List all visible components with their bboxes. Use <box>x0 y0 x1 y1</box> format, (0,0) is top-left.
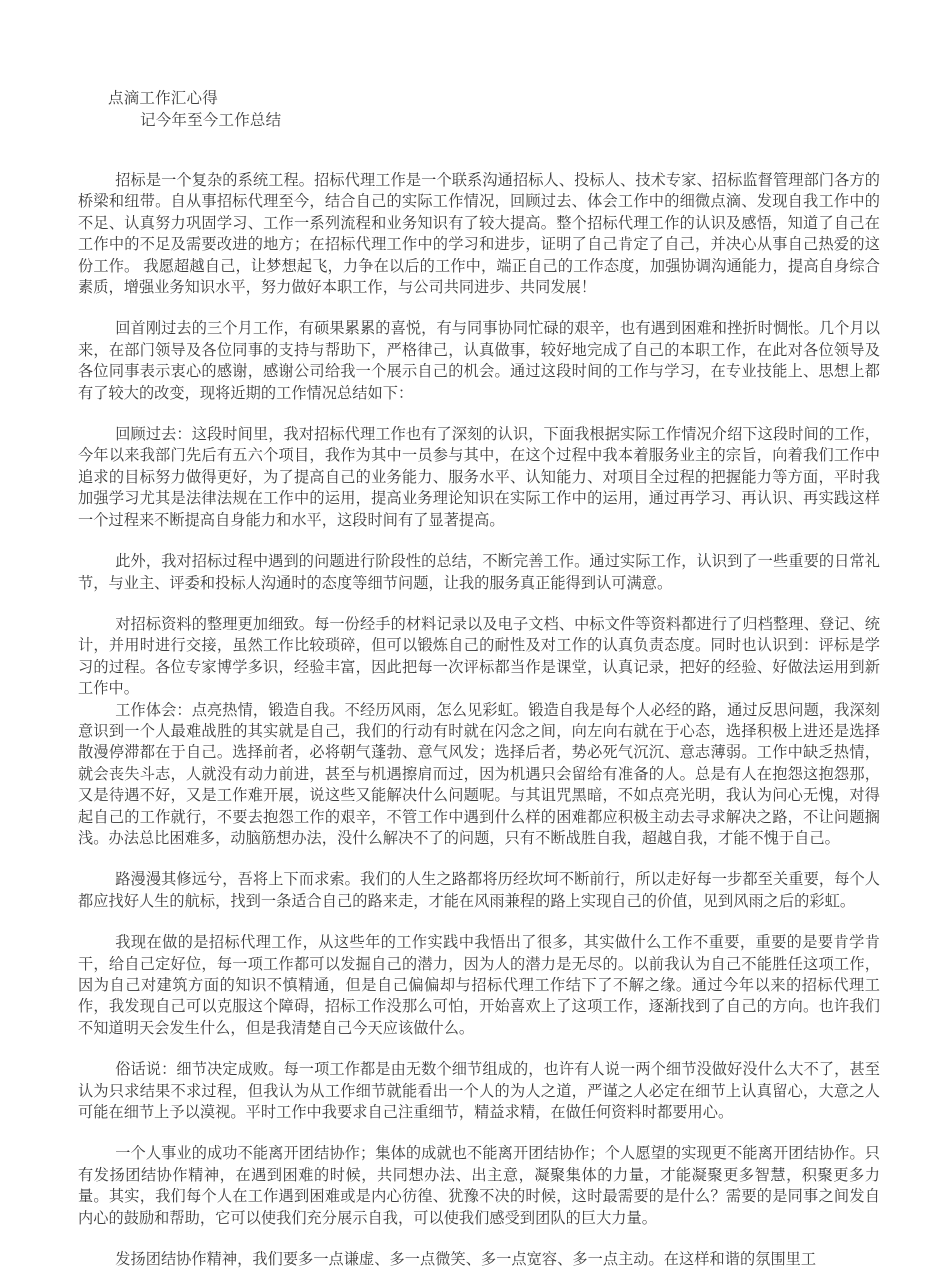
body-paragraph: 招标是一个复杂的系统工程。招标代理工作是一个联系沟通招标人、投标人、技术专家、招标监督管理部门各方的桥梁和纽带。自从事招标代理至今，结合自己的实际工作情况，回顾过去、体会工作中的细微点滴、发现自我工作中的不足、认真努力巩固学习、工作一系列流程和业务知识有了较大提高。整个招标代理工作的认识及感悟，知道了自己在工作中的不足及需要改进的地方；在招标代理工作中的学习和进步，证明了自己肯定了自己，并决心从事自己热爱的这份工作。 我愿超越自己，让梦想起飞，力争在以后的工作中，端正自己的工作态度，加强协调沟通能力，提高自身综合素质，增强业务知识水平，努力做好本职工作，与公司共同进步、共同发展！ <box>78 172 880 297</box>
document-body <box>78 88 880 1270</box>
body-paragraph: 工作体会：点亮热情，锻造自我。不经历风雨，怎么见彩虹。锻造自我是每个人必经的路，通过反思问题，我深刻意识到一个人最难战胜的其实就是自己，我们的行动有时就在闪念之间，向左向右就在于心态，选择积极上进还是选择散漫停滞都在于自己。选择前者，必将朝气蓬勃、意气风发；选择后者，势必死气沉沉、意志薄弱。工作中缺乏热情，就会丧失斗志，人就没有动力前进，甚至与机遇擦肩而过，因为机遇只会留给有准备的人。总是有人在抱怨这抱怨那，又是待遇不好，又是工作难开展，说这些又能解决什么问题呢。与其诅咒黑暗，不如点亮光明，我认为问心无愧，对得起自己的工作就行，不要去抱怨工作的艰辛，不管工作中遇到什么样的困难都应积极主动去寻求解决之路，不让问题搁浅。办法总比困难多，动脑筋想办法，没什么解决不了的问题，只有不断战胜自我，超越自我，才能不愧于自己。 <box>78 701 880 847</box>
document-title-main: 点滴工作汇心得 <box>108 90 218 107</box>
body-paragraph: 对招标资料的整理更加细致。每一份经手的材料记录以及电子文档、中标文件等资料都进行了归档整理、登记、统计，并用时进行交接，虽然工作比较琐碎，但可以锻炼自己的耐性及对工作的认真负责态度。同时也认识到：评标是学习的过程。各位专家博学多识，经验丰富，因此把每一次评标都当作是课堂，认真记录，把好的经验、好做法运用到新工作中。 <box>78 615 880 698</box>
document-title-sub: 记今年至今工作总结 <box>140 112 282 129</box>
body-paragraph: 路漫漫其修远兮，吾将上下而求索。我们的人生之路都将历经坎坷不断前行，所以走好每一步都至关重要，每个人都应找好人生的航标，找到一条适合自己的路来走，才能在风雨兼程的路上实现自己的价值，见到风雨之后的彩虹。 <box>78 871 880 910</box>
body-paragraph: 我现在做的是招标代理工作，从这些年的工作实践中我悟出了很多，其实做什么工作不重要，重要的是要肯学肯干，给自己定好位，每一项工作都可以发掘自己的潜力，因为人的潜力是无尽的。以前我认为自己不能胜任这项工作，因为自己对建筑方面的知识不慎精通，但是自己偏偏却与招标代理工作结下了不解之缘。通过今年以来的招标代理工作，我发现自己可以克服这个障碍，招标工作没那么可怕，开始喜欢上了这项工作，逐渐找到了自己的方向。也许我们不知道明天会发生什么，但是我清楚自己今天应该做什么。 <box>78 934 880 1037</box>
body-paragraph-truncated: 发扬团结协作精神，我们要多一点谦虚、多一点微笑、多一点宽容、多一点主动。在这样和谐的氛围里工 <box>115 1251 817 1269</box>
title-body-spacer <box>78 132 880 150</box>
body-paragraph: 回顾过去：这段时间里，我对招标代理工作也有了深刻的认识，下面我根据实际工作情况介绍下这段时间的工作，今年以来我部门先后有五六个项目，我作为其中一员参与其中，在这个过程中我本着服务业主的宗旨，向着我们工作中追求的目标努力做得更好，为了提高自己的业务能力、服务水平、认知能力、对项目全过程的把握能力等方面，平时我加强学习尤其是法律法规在工作中的运用，提高业务理论知识在实际工作中的运用，通过再学习、再认识、再实践这样一个过程来不断提高自身能力和水平，这段时间有了显著提高。 <box>78 426 880 529</box>
body-paragraph: 回首刚过去的三个月工作，有硕果累累的喜悦，有与同事协同忙碌的艰辛，也有遇到困难和挫折时惆怅。几个月以来，在部门领导及各位同事的支持与帮助下，严格律己，认真做事，较好地完成了自己的本职工作，在此对各位领导及各位同事表示衷心的感谢，感谢公司给我一个展示自己的机会。通过这段时间的工作与学习，在专业技能上、思想上都有了较大的改变，现将近期的工作情况总结如下： <box>78 320 880 402</box>
body-paragraph: 此外，我对招标过程中遇到的问题进行阶段性的总结，不断完善工作。通过实际工作，认识到了一些重要的日常礼节，与业主、评委和投标人沟通时的态度等细节问题，让我的服务真正能得到认可满意。 <box>78 553 880 592</box>
body-paragraph: 俗话说：细节决定成败。每一项工作都是由无数个细节组成的，也许有人说一两个细节没做好没什么大不了，甚至认为只求结果不求过程，但我认为从工作细节就能看出一个人的为人之道，严谨之人必定在细节上认真留心，大意之人可能在细节上予以漠视。平时工作中我要求自己注重细节，精益求精，在做任何资料时都要用心。 <box>78 1061 880 1122</box>
body-paragraph: 一个人事业的成功不能离开团结协作；集体的成就也不能离开团结协作；个人愿望的实现更不能离开团结协作。只有发扬团结协作精神，在遇到困难的时候，共同想办法、出主意，凝聚集体的力量，才能凝聚更多智慧，积聚更多力量。其实，我们每个人在工作遇到困难或是内心彷徨、犹豫不决的时候，这时最需要的是什么？需要的是同事之间发自内心的鼓励和帮助，它可以使我们充分展示自我，可以使我们感受到团队的巨大力量。 <box>78 1145 880 1227</box>
